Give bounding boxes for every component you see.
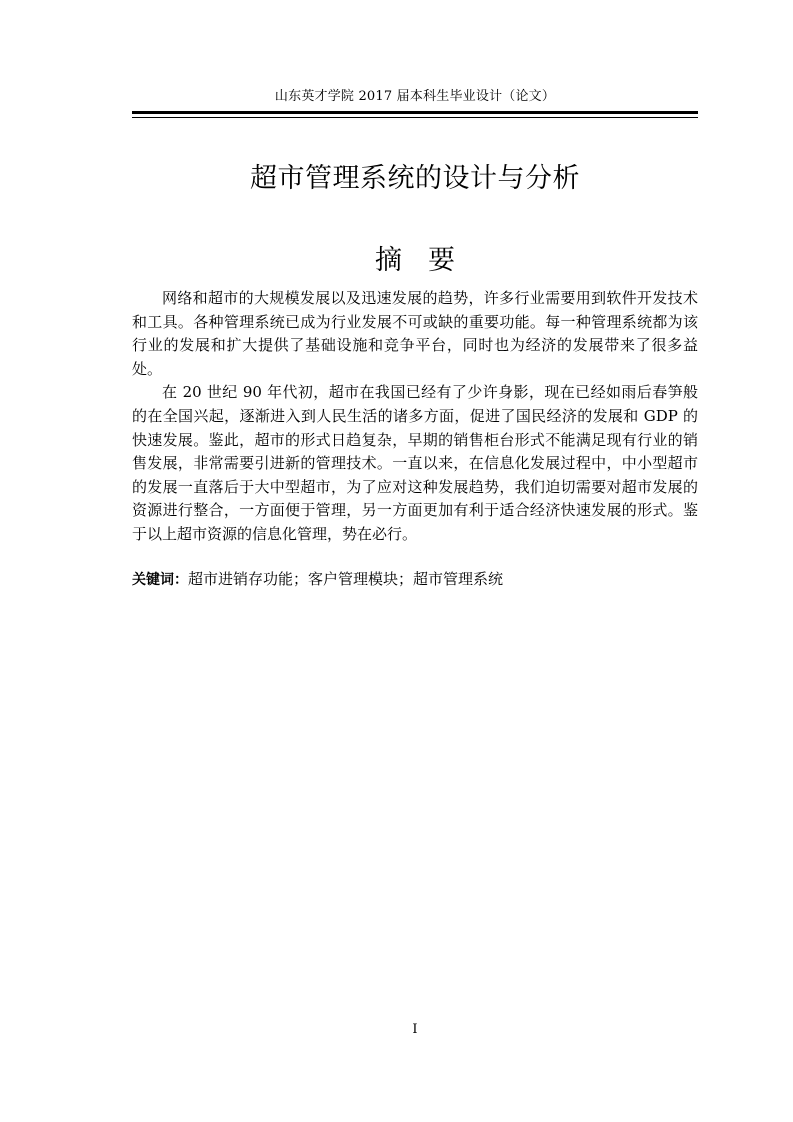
paper-title: 超市管理系统的设计与分析 — [250, 163, 580, 194]
keywords-label: 关键词： — [132, 572, 188, 588]
abstract-heading — [132, 243, 698, 279]
abstract-heading-char-1: 摘 — [375, 245, 402, 276]
keywords-text: 超市进销存功能；客户管理模块；超市管理系统 — [188, 570, 504, 588]
abstract-body — [132, 287, 698, 547]
abstract-heading-char-2: 要 — [428, 245, 455, 276]
running-header: 山东英才学院 2017 届本科生毕业设计（论文） — [274, 89, 556, 104]
abstract-paragraph: 网络和超市的大规模发展以及迅速发展的趋势，许多行业需要用到软件开发技术和工具。各种管理系统已成为行业发展不可或缺的重要功能。每一种管理系统都为该行业的发展和扩大提供了基础设施和竞争平台，同时也为经济的发展带来了很多益处。 — [132, 289, 698, 378]
abstract-paragraph: 在 20 世纪 90 年代初，超市在我国已经有了少许身影，现在已经如雨后春笋般的在全国兴起，逐渐进入到人民生活的诸多方面，促进了国民经济的发展和 GDP 的快速发展。鉴此，超市的形式日趋复杂，早期的销售柜台形式不能满足现有行业的销售发展，非常需要引进新的管理技术。一直以来，在信息化发展过程中，中小型超市的发展一直落后于大中型超市，为了应对这种发展趋势，我们迫切需要对超市发展的资源进行整合，一方面便于管理，另一方面更加有利于适合经济快速发展的形式。鉴于以上超市资源的信息化管理，势在必行。 — [132, 383, 698, 543]
header-rule-thin — [132, 117, 698, 118]
header-rule-thick — [132, 111, 698, 114]
keywords-line — [132, 568, 698, 593]
page-number: I — [412, 1022, 418, 1037]
